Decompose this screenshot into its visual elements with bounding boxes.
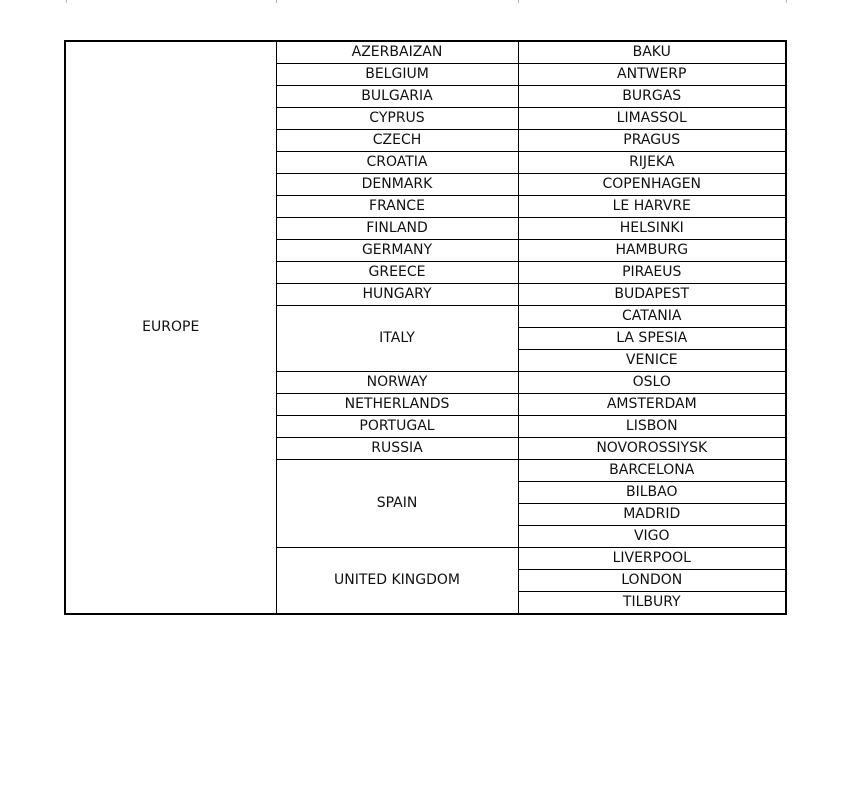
country-cell: FRANCE <box>276 196 518 218</box>
port-cell: HELSINKI <box>518 218 786 240</box>
port-cell: VENICE <box>518 350 786 372</box>
region-port-table <box>64 40 787 615</box>
country-cell: PORTUGAL <box>276 416 518 438</box>
port-cell: LIVERPOOL <box>518 548 786 570</box>
port-cell: BILBAO <box>518 482 786 504</box>
country-cell: CZECH <box>276 130 518 152</box>
country-cell: DENMARK <box>276 174 518 196</box>
country-cell: UNITED KINGDOM <box>276 548 518 615</box>
port-cell: COPENHAGEN <box>518 174 786 196</box>
country-cell: NETHERLANDS <box>276 394 518 416</box>
port-cell: LE HARVRE <box>518 196 786 218</box>
country-cell: SPAIN <box>276 460 518 548</box>
country-cell: FINLAND <box>276 218 518 240</box>
port-cell: OSLO <box>518 372 786 394</box>
port-cell: LISBON <box>518 416 786 438</box>
top-edge-marks <box>0 0 850 4</box>
country-cell: CYPRUS <box>276 108 518 130</box>
port-cell: BUDAPEST <box>518 284 786 306</box>
country-cell: RUSSIA <box>276 438 518 460</box>
port-cell: AMSTERDAM <box>518 394 786 416</box>
country-cell: AZERBAIZAN <box>276 41 518 64</box>
port-cell: LONDON <box>518 570 786 592</box>
port-cell: TILBURY <box>518 592 786 615</box>
country-cell: BULGARIA <box>276 86 518 108</box>
port-cell: BURGAS <box>518 86 786 108</box>
port-cell: PIRAEUS <box>518 262 786 284</box>
country-cell: BELGIUM <box>276 64 518 86</box>
table-body <box>65 41 786 614</box>
port-cell: ANTWERP <box>518 64 786 86</box>
port-cell: PRAGUS <box>518 130 786 152</box>
port-cell: RIJEKA <box>518 152 786 174</box>
country-cell: GREECE <box>276 262 518 284</box>
port-cell: HAMBURG <box>518 240 786 262</box>
port-cell: LA SPESIA <box>518 328 786 350</box>
port-cell: CATANIA <box>518 306 786 328</box>
port-cell: VIGO <box>518 526 786 548</box>
country-cell: HUNGARY <box>276 284 518 306</box>
port-cell: NOVOROSSIYSK <box>518 438 786 460</box>
country-cell: GERMANY <box>276 240 518 262</box>
country-cell: CROATIA <box>276 152 518 174</box>
port-cell: BARCELONA <box>518 460 786 482</box>
table-row <box>65 41 786 64</box>
country-cell: ITALY <box>276 306 518 372</box>
port-cell: LIMASSOL <box>518 108 786 130</box>
port-cell: BAKU <box>518 41 786 64</box>
region-cell: EUROPE <box>65 41 276 614</box>
country-cell: NORWAY <box>276 372 518 394</box>
port-cell: MADRID <box>518 504 786 526</box>
